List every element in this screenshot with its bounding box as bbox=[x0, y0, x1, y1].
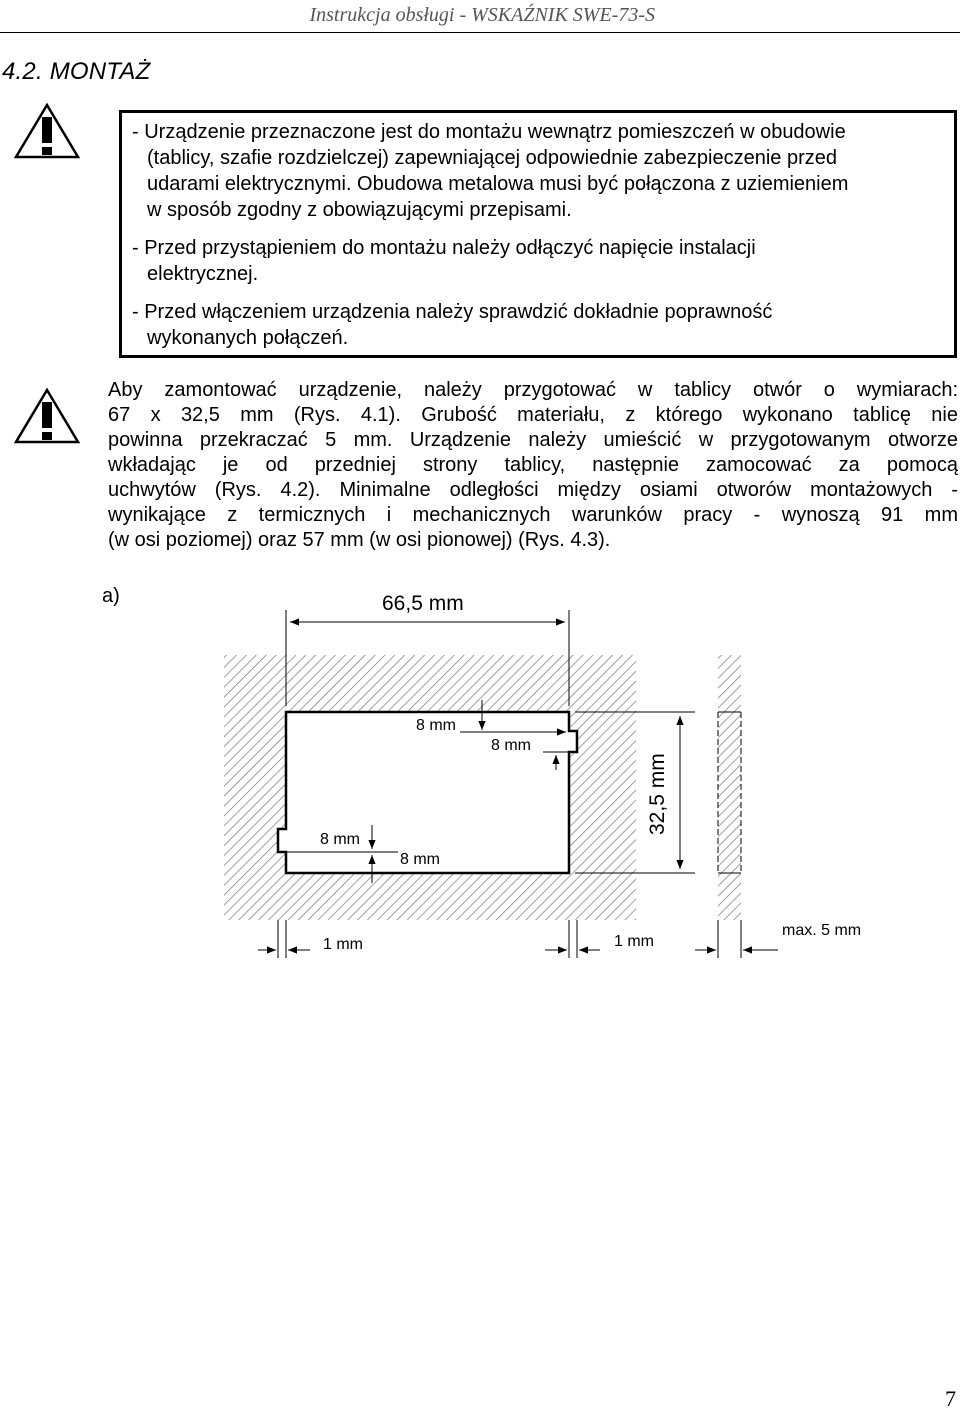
warning-line: elektrycznej. bbox=[147, 263, 259, 285]
thickness-label: max. 5 mm bbox=[782, 922, 862, 939]
paragraph-line: (w osi poziomej) oraz 57 mm (w osi pionowej) (Rys. 4.3). bbox=[108, 529, 611, 551]
top-notch-height-label: 8 mm bbox=[491, 737, 531, 754]
paragraph-line: wkładając je od przedniej strony tablicy, następnie zamocować za pomocą bbox=[108, 454, 958, 476]
width-dimension-label: 66,5 mm bbox=[382, 592, 464, 615]
section-title: 4.2. MONTAŻ bbox=[2, 58, 151, 85]
figure-label: a) bbox=[102, 585, 120, 607]
warning-line: udarami elektrycznymi. Obudowa metalowa musi być połączona z uziemieniem bbox=[147, 173, 849, 195]
warning-line: - Przed włączeniem urządzenia należy sprawdzić dokładnie poprawność bbox=[132, 301, 773, 323]
paragraph-line: Aby zamontować urządzenie, należy przygotować w tablicy otwór o wymiarach: bbox=[108, 379, 958, 401]
panel-side-hatch bbox=[718, 655, 741, 920]
paragraph-line: wynikające z termicznych i mechanicznych warunków pracy - wynoszą 91 mm bbox=[108, 504, 958, 526]
right-gap-label: 1 mm bbox=[614, 933, 654, 950]
cutout-outline bbox=[278, 712, 577, 873]
warning-line: wykonanych połączeń. bbox=[147, 327, 349, 349]
left-notch-height-label: 8 mm bbox=[400, 851, 440, 868]
paragraph-line: powinna przekraczać 5 mm. Urządzenie należy umieścić w przygotowanym otworze bbox=[108, 429, 958, 451]
top-notch-width-label: 8 mm bbox=[416, 717, 456, 734]
left-notch-width-label: 8 mm bbox=[320, 831, 360, 848]
warning-line: (tablicy, szafie rozdzielczej) zapewniającej odpowiednie zabezpieczenie przed bbox=[147, 147, 837, 169]
panel-cutout-drawing bbox=[0, 560, 960, 980]
warning-line: - Przed przystąpieniem do montażu należy odłączyć napięcie instalacji bbox=[132, 237, 756, 259]
paragraph-line: uchwytów (Rys. 4.2). Minimalne odległości między osiami otworów montażowych - bbox=[108, 479, 958, 501]
page-number: 7 bbox=[945, 1386, 956, 1411]
height-dimension-label: 32,5 mm bbox=[646, 753, 669, 835]
warning-line: w sposób zgodny z obowiązującymi przepisami. bbox=[147, 199, 572, 221]
warning-line: - Urządzenie przeznaczone jest do montażu wewnątrz pomieszczeń w obudowie bbox=[132, 121, 846, 143]
warning-exclamation-icon bbox=[14, 388, 80, 444]
header-rule bbox=[0, 32, 960, 33]
left-gap-label: 1 mm bbox=[323, 936, 363, 953]
mounting-paragraph bbox=[108, 378, 958, 553]
paragraph-line: 67 x 32,5 mm (Rys. 4.1). Grubość materiału, z którego wykonano tablicę nie bbox=[108, 404, 958, 426]
warning-exclamation-icon bbox=[14, 103, 80, 159]
document-header: Instrukcja obsługi - WSKAŹNIK SWE-73-S bbox=[309, 4, 655, 26]
